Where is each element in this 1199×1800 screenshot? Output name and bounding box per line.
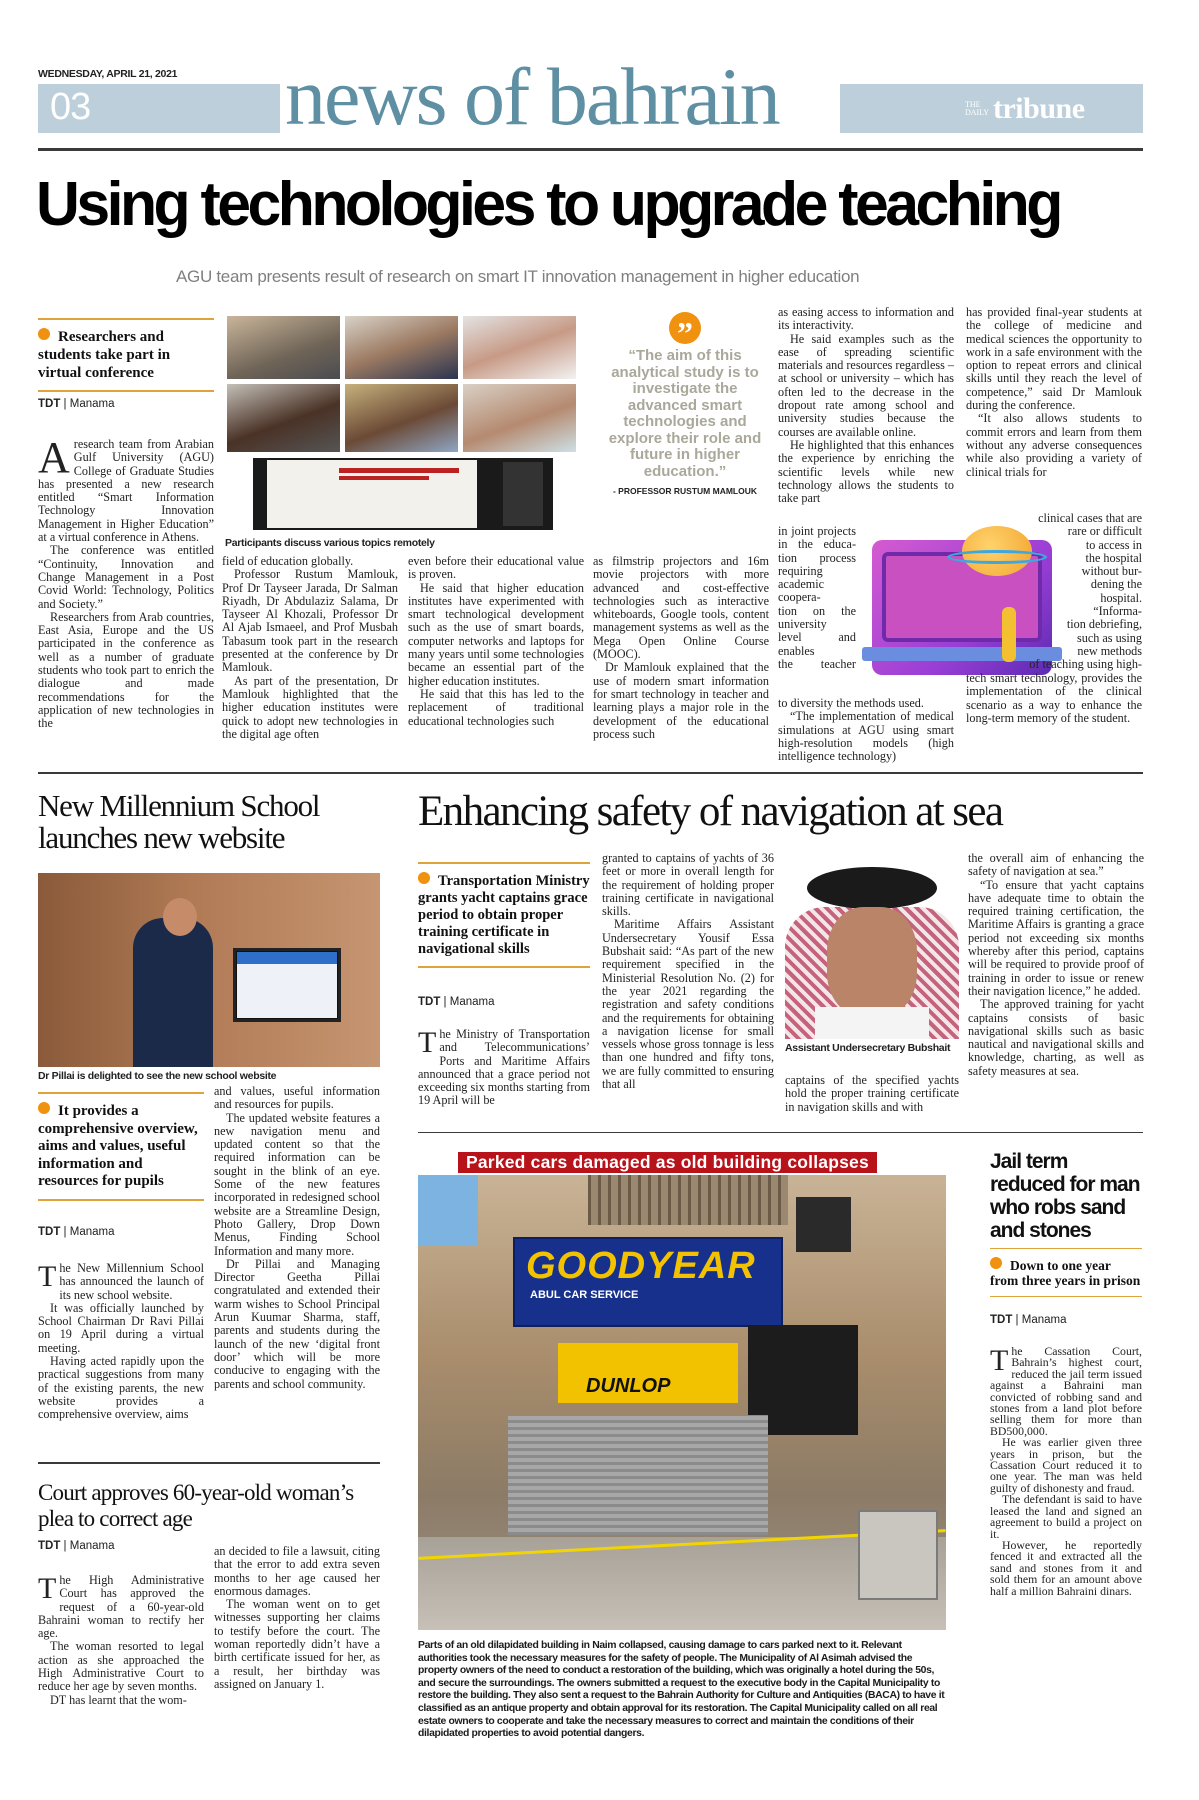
- jail-body: [990, 1346, 1142, 1597]
- byline-agency: TDT: [38, 398, 61, 410]
- paragraph: and values, useful information and resources for pupils.: [214, 1084, 380, 1112]
- navigation-headline: Enhancing safety of navigation at sea: [418, 788, 1003, 835]
- section-divider: [418, 1132, 1143, 1133]
- paragraph: field of education globally.: [222, 554, 354, 568]
- lead-col-5: [778, 306, 954, 505]
- portrait-photo: [345, 316, 458, 379]
- jail-kicker: [990, 1248, 1142, 1297]
- lead-col-5-wrap: [778, 525, 856, 671]
- wrap-line: “Informa-: [1093, 604, 1142, 619]
- paragraph: even before their educational value is proven.: [408, 554, 584, 582]
- goodyear-sign: GOODYEAR: [526, 1245, 756, 1287]
- wrap-line: to access in: [1085, 537, 1142, 552]
- paragraph: He said examples such as the ease of spreading scientific materials and resources regardless – at school or university – which has often led to the decrease in the dropout rate among school and university studies because the courses are available online.: [778, 331, 954, 439]
- byline-place: Manama: [1021, 1314, 1067, 1326]
- kicker-text: It provides a comprehensive overview, aims and values, useful information and resources for pupils: [38, 1103, 198, 1189]
- participants-photo-collage: [225, 316, 580, 534]
- paragraph: DT has learnt that the wom-: [50, 1692, 187, 1707]
- wrap-line: dening the: [1090, 577, 1142, 592]
- paragraph: The conference was entitled “Continuity, Innovation and Change Management in a Post Covid World: Technology, Politics and Society.”: [38, 543, 214, 611]
- portrait-photo: [227, 316, 340, 379]
- wrap-line: in the educa-: [778, 537, 856, 552]
- byline-place: Manama: [69, 398, 115, 410]
- byline-agency: TDT: [418, 996, 441, 1008]
- byline-agency: TDT: [38, 1226, 61, 1238]
- paragraph: “The implementation of medical simulations at AGU using smart high-resolution models (high intelligence technology): [778, 709, 954, 764]
- court-col-1: [38, 1574, 204, 1707]
- wrap-line: such as using: [1077, 630, 1142, 645]
- photo-caption: Assistant Undersecretary Bubshait: [785, 1042, 951, 1054]
- photo-caption: Dr Pillai is delighted to see the new school website: [38, 1070, 277, 1082]
- lead-col-3: [408, 555, 584, 728]
- issue-date: WEDNESDAY, APRIL 21, 2021: [38, 68, 178, 80]
- section-divider: [38, 772, 1143, 774]
- paragraph: tech smart technology, provides the implementation of the clinical scenario as a way to enhance the long-term memory of the student.: [966, 671, 1142, 725]
- lead-col-4: [593, 555, 769, 741]
- lead-byline: TDT | Manama: [38, 398, 115, 410]
- bullet-dot-icon: [38, 328, 50, 340]
- navigation-col-2: [602, 852, 774, 1091]
- portrait-photo: [463, 316, 576, 379]
- collapsed-building-photo: [418, 1175, 946, 1630]
- byline-place: Manama: [449, 996, 495, 1008]
- paragraph: Professor Rustum Mamlouk, Prof Dr Tayseer Jarada, Dr Salman Riyadh, Dr Abdulaziz Salama, Dr Tayseer Al Khozali, Professor Dr Al Ajab Ismaeel, and Prof Musbah Tabasum took part in the research presented at the conference by Dr Mamlouk.: [222, 567, 398, 675]
- dropcap: T: [38, 1260, 57, 1293]
- paragraph: has provided final-year students at the college of medicine and medical sciences the opportunity to work in a safe environment with the option to repeat errors and clinical skills until they reach the level of competence,” said Dr Mamlouk during the conference.: [966, 305, 1142, 413]
- jail-byline: TDT | Manama: [990, 1314, 1067, 1326]
- logo-main: tribune: [993, 92, 1085, 125]
- pullquote: [596, 312, 774, 496]
- paragraph: The updated website features a new navigation menu and updated content so that the required information can be sought in the blink of an eye. Some of the new features incorporated in redesigned school website are a Streamline Design, Photo Gallery, Drop Down Menus, Finding School Information and many more.: [214, 1110, 380, 1258]
- paragraph: Dr Pillai and Managing Director Geetha Pillai congratulated and extended their warm wishes to School Principal Arun Kuumar Sharma, staff, parents and students during the launch of the new ‘digital front door’ which will be more conducive to engaging with the parents and school community.: [214, 1256, 380, 1391]
- kicker-text: Transportation Ministry grants yacht captains grace period to obtain proper training certificate in navigational skills: [418, 873, 590, 957]
- bubshait-portrait-photo: [785, 857, 959, 1039]
- jail-headline: Jail term reduced for man who robs sand and stones: [990, 1150, 1140, 1242]
- photo-caption: Participants discuss various topics remotely: [225, 537, 435, 549]
- paragraph: to diversity the methods used.: [778, 696, 924, 710]
- wrap-line: in joint projects: [778, 524, 856, 538]
- court-headline: Court approves 60-year-old woman’s plea to correct age: [38, 1480, 354, 1531]
- page-number: 03: [50, 86, 91, 128]
- paragraph: granted to captains of yachts of 36 feet or more in overall length for the requirement of holding proper training certificate in navigational skills.: [602, 851, 774, 919]
- dunlop-sign: DUNLOP: [586, 1375, 671, 1397]
- paragraph: The woman resorted to legal action as she approached the High Administrative Court to reduce her age by seven months.: [38, 1639, 204, 1694]
- paragraph: an decided to file a lawsuit, citing that the error to add extra seven months to her age caused her enormous damages.: [214, 1544, 380, 1598]
- wrap-line: new methods: [1077, 643, 1142, 658]
- dropcap: T: [990, 1344, 1009, 1377]
- paragraph: the overall aim of enhancing the safety of navigation at sea.”: [968, 851, 1144, 879]
- section-title: news of bahrain: [285, 51, 779, 142]
- wrap-line: tion debriefing,: [1066, 617, 1142, 632]
- wrap-line: level and: [778, 630, 856, 645]
- school-website-photo: [38, 873, 380, 1067]
- portrait-photo: [345, 384, 458, 452]
- paragraph: he New Millennium School has announced the launch of its new school website.: [59, 1261, 204, 1302]
- court-col-2: [214, 1545, 380, 1691]
- building-banner: Parked cars damaged as old building collapses: [458, 1152, 877, 1173]
- paragraph: He said that this has led to the replacement of traditional educational technologies such: [408, 686, 584, 728]
- paragraph: captains of the specified yachts hold the proper training certificate in navigation skills and with: [785, 1073, 959, 1114]
- portrait-photo: [463, 384, 576, 452]
- wrap-line: hospital.: [1100, 590, 1142, 605]
- pullquote-attribution: - PROFESSOR RUSTUM MAMLOUK: [612, 486, 758, 496]
- paragraph: he High Administrative Court has approved the request of a 60-year-old Bahraini woman to rectify her age.: [38, 1573, 204, 1641]
- wrap-line: of teaching using high-: [1029, 657, 1142, 672]
- dropcap: A: [38, 433, 70, 482]
- wrap-line: rare or difficult: [1067, 524, 1142, 539]
- lead-col-6-wrap: [966, 512, 1142, 672]
- section-divider: [38, 1462, 380, 1464]
- school-col-2: [214, 1085, 380, 1391]
- wrap-line: tion process: [778, 550, 856, 565]
- navigation-byline: TDT | Manama: [418, 996, 495, 1008]
- wrap-line: the hospital: [1085, 550, 1142, 565]
- paragraph: The defendant is said to have leased the land and signed an agreement to build a project on it.: [990, 1492, 1142, 1541]
- byline-place: Manama: [69, 1226, 115, 1238]
- wrap-line: the teacher: [778, 656, 856, 671]
- video-call-screenshot: [253, 458, 553, 530]
- paragraph: Dr Mamlouk explained that the use of modern smart information for smart technology in teacher and learning plays a major role in the development of the educational process such: [593, 660, 769, 741]
- bullet-dot-icon: [990, 1257, 1002, 1269]
- byline-place: Manama: [69, 1540, 115, 1552]
- navigation-col-1: [418, 1028, 590, 1108]
- paragraph: as filmstrip projectors and 16m movie projectors with more advanced and cost-effective technologies such as interactive whiteboards, Google tools, content management systems as well as the Mega Open Online Course (MOOC).: [593, 554, 769, 662]
- paragraph: Researchers from Arab countries, East Asia, Europe and the US participated in the conference as well as a number of graduate students who took part to enrich the dialogue and made recommendations for the application of new technologies in the: [38, 609, 214, 731]
- paragraph: He said that higher education institutes have experimented with smart technological development such as the use of smart boards, computer networks and laptops for many years until some technologies became an essential part of the higher education institutes.: [408, 580, 584, 688]
- court-byline: TDT | Manama: [38, 1540, 115, 1552]
- tribune-logo[interactable]: [965, 94, 1085, 124]
- paragraph: as easing access to information and its interactivity.: [778, 305, 954, 333]
- navigation-col-4: [968, 852, 1144, 1078]
- quote-icon: ”: [669, 312, 701, 344]
- logo-small: THE DAILY: [965, 100, 990, 117]
- paragraph: As part of the presentation, Dr Mamlouk highlighted that the higher education institutes were quick to adopt new technologies in the digital age often: [222, 673, 398, 741]
- paragraph: The approved training for yacht captains consists of basic navigational skills such as basic nautical and navigational skills and knowledge, charting, as well as safety measures at sea.: [968, 997, 1144, 1078]
- paragraph: Maritime Affairs Assistant Undersecretary Yousif Essa Bubshait said: “As part of the new requirement specified in the Ministerial Resolution No. (2) for the year 2021 regarding the registration and safety conditions and the requirements for obtaining a navigation license for small vessels whose gross tonnage is less than one hundred and fifty tons, we are fully committed to ensuring that all: [602, 917, 774, 1092]
- school-col-1: [38, 1262, 204, 1422]
- navigation-col-3: [785, 1074, 959, 1114]
- paragraph: It was officially launched by School Chairman Dr Ravi Pillai on 19 April during a virtual meeting.: [38, 1300, 204, 1355]
- lead-subhead: AGU team presents result of research on smart IT innovation management in higher education: [176, 267, 860, 286]
- bullet-dot-icon: [38, 1102, 50, 1114]
- paragraph: He was earlier given three years in prison, but the Cassation Court reduced it to one year. The man was held guilty of dishonesty and fraud.: [990, 1435, 1142, 1495]
- dropcap: T: [418, 1026, 437, 1059]
- wrap-line: clinical cases that are: [1038, 511, 1142, 525]
- wrap-line: requiring: [778, 563, 823, 578]
- wrap-line: enables: [778, 643, 815, 658]
- pullquote-text: “The aim of this analytical study is to investigate the advanced smart technologies and explore their role and future in higher education.”: [608, 347, 762, 480]
- wrap-line: tion on the: [778, 603, 856, 618]
- lead-headline: Using technologies to upgrade teaching: [36, 170, 1060, 239]
- goodyear-subsign: ABUL CAR SERVICE: [530, 1289, 639, 1301]
- portrait-photo: [227, 384, 340, 452]
- byline-agency: TDT: [38, 1540, 61, 1552]
- byline-agency: TDT: [990, 1314, 1013, 1326]
- paragraph: research team from Arabian Gulf University (AGU) College of Graduate Studies has presented a new research entitled “Smart Information Technology Innovation Management in Higher Education” at a virtual conference in Athens.: [38, 437, 214, 545]
- lead-col-5-end: [778, 697, 954, 763]
- school-headline: New Millennium School launches new website: [38, 788, 320, 855]
- school-kicker: [38, 1092, 204, 1201]
- lead-col-1: [38, 433, 214, 731]
- paragraph: he Cassation Court, Bahrain’s highest court, reduced the jail term issued against a Bahraini man convicted of robbing sand and stones from a land plot before selling them for more than BD500,000.: [990, 1344, 1142, 1438]
- paragraph: The woman went on to get witnesses supporting her claims to testify before the court. The woman reportedly didn’t have a birth certificate issued for her, as a result, her birthday was assigned on January 1.: [214, 1597, 380, 1691]
- kicker-text: Down to one year from three years in prison: [990, 1258, 1141, 1288]
- paragraph: “It also allows students to commit errors and learn from them without any adverse consequences while also providing a variety of clinical trials for: [966, 411, 1142, 479]
- wrap-line: without bur-: [1081, 564, 1142, 579]
- paragraph: he Ministry of Transportation and Telecommunications’ Ports and Maritime Affairs announced that a grace period not exceeding six months starting from 19 April will be: [418, 1027, 590, 1108]
- paragraph: He highlighted that this enhances the experience by enriching the scientific levels while new technology allows the students to take part: [778, 437, 954, 506]
- wrap-line: university: [778, 617, 827, 632]
- wrap-line: coopera-: [778, 590, 821, 605]
- dropcap: T: [38, 1572, 57, 1605]
- bullet-dot-icon: [418, 872, 430, 884]
- paragraph: Having acted rapidly upon the practical suggestions from many of the existing parents, the new website provides a comprehensive overview, aims: [38, 1354, 204, 1422]
- lead-col-6-end: [966, 672, 1142, 725]
- school-byline: TDT | Manama: [38, 1226, 115, 1238]
- building-caption: Parts of an old dilapidated building in Naim collapsed, causing damage to cars parked next to it. Relevant authorities took the necessary measures for the safety of people. The Municipality of Al Asimah advised the property owners of the need to conduct a restoration of the building, which was originally a hotel during the 50s, and secure the surroundings. The owners submitted a request to the executive body in the Capital Municipality to restore the building. They also sent a request to the Bahrain Authority for Culture and Antiquities (BACA) to have it classified as an antique property and obtain approval for its restoration. The Capital Municipality called on all real estate owners to cooperate and take the necessary measures to correct and maintain the conditions of their dilapidated properties to avoid potential dangers.: [418, 1640, 945, 1740]
- navigation-kicker: [418, 862, 590, 968]
- lead-col-2: [222, 555, 398, 741]
- masthead-rule: [38, 148, 1143, 151]
- lead-col-6: [966, 306, 1142, 479]
- paragraph: “To ensure that yacht captains have adequate time to obtain the required training certification, the Maritime Affairs is granting a grace period not exceeding six months whereby after this period, captains will be required to provide proof of training in order to issue or renew their navigation licence,” he added.: [968, 877, 1144, 998]
- lead-kicker: [38, 318, 214, 392]
- wrap-line: academic: [778, 577, 825, 592]
- kicker-text: Researchers and students take part in virtual conference: [38, 329, 171, 381]
- paragraph: However, he reportedly fenced it and extracted all the sand and stones from it and sold them for an amount above half a million Bahraini dinars.: [990, 1537, 1142, 1598]
